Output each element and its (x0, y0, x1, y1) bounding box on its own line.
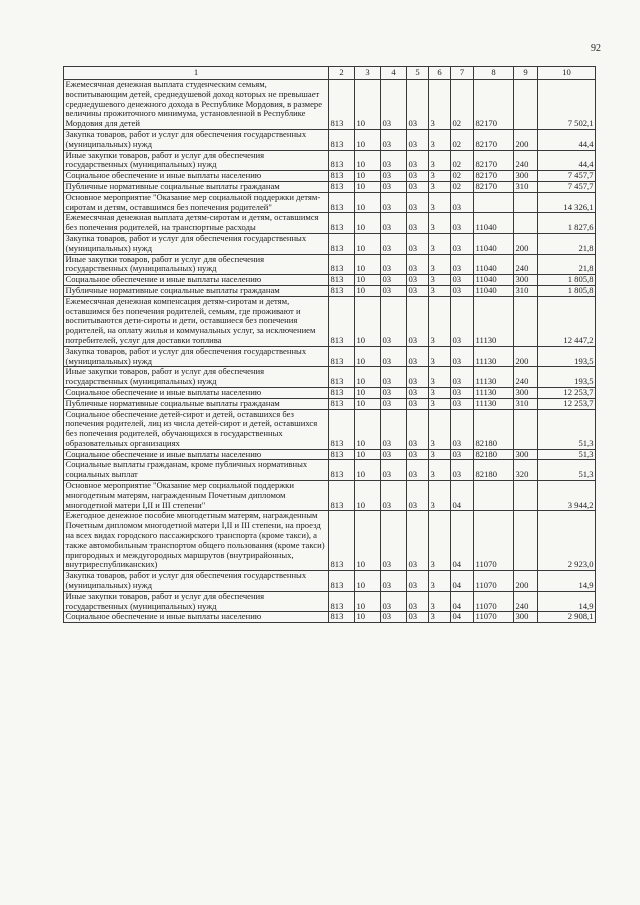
amount-value: 51,3 (538, 409, 596, 449)
col-3-value: 10 (355, 181, 381, 192)
row-name: Социальное обеспечение и иные выплаты населению (64, 171, 329, 182)
budget-table (63, 66, 596, 623)
col-2-value: 813 (329, 398, 355, 409)
table-row (64, 181, 596, 192)
header-cell: 8 (474, 67, 514, 80)
row-name: Публичные нормативные социальные выплаты гражданам (64, 398, 329, 409)
table-row (64, 254, 596, 275)
col-2-value: 813 (329, 296, 355, 346)
col-3-value: 10 (355, 367, 381, 388)
col-9-value: 200 (514, 346, 538, 367)
col-7-value: 03 (451, 367, 474, 388)
col-5-value: 03 (407, 387, 429, 398)
col-2-value: 813 (329, 254, 355, 275)
col-4-value: 03 (381, 612, 407, 623)
col-3-value: 10 (355, 233, 381, 254)
col-3-value: 10 (355, 409, 381, 449)
col-6-value: 3 (429, 129, 451, 150)
amount-value: 44,4 (538, 129, 596, 150)
table-row (64, 387, 596, 398)
col-8-value: 82170 (474, 171, 514, 182)
table-row (64, 346, 596, 367)
col-7-value: 03 (451, 387, 474, 398)
col-8-value (474, 481, 514, 511)
row-name: Основное мероприятие "Оказание мер социальной поддержки детям-сиротам и детям, оставшимся без попечения родителей" (64, 192, 329, 213)
col-6-value: 3 (429, 409, 451, 449)
col-8-value (474, 192, 514, 213)
amount-value: 3 944,2 (538, 481, 596, 511)
table-row (64, 612, 596, 623)
row-name: Основное мероприятие "Оказание мер социальной поддержки многодетным матерям, награжденным Почетным дипломом многодетной матери I,II и III степени" (64, 481, 329, 511)
header-cell: 6 (429, 67, 451, 80)
row-name: Социальное обеспечение и иные выплаты населению (64, 275, 329, 286)
col-2-value: 813 (329, 233, 355, 254)
col-2-value: 813 (329, 150, 355, 171)
col-6-value: 3 (429, 612, 451, 623)
col-6-value: 3 (429, 511, 451, 571)
col-6-value: 3 (429, 213, 451, 234)
col-5-value: 03 (407, 296, 429, 346)
col-8-value: 11070 (474, 612, 514, 623)
header-cell: 2 (329, 67, 355, 80)
col-6-value: 3 (429, 367, 451, 388)
col-8-value: 11040 (474, 285, 514, 296)
col-5-value: 03 (407, 129, 429, 150)
col-3-value: 10 (355, 254, 381, 275)
col-5-value: 03 (407, 254, 429, 275)
col-5-value: 03 (407, 346, 429, 367)
col-8-value: 11040 (474, 233, 514, 254)
amount-value: 1 805,8 (538, 285, 596, 296)
col-7-value: 03 (451, 254, 474, 275)
col-7-value: 04 (451, 481, 474, 511)
col-5-value: 03 (407, 285, 429, 296)
col-7-value: 04 (451, 511, 474, 571)
col-5-value: 03 (407, 449, 429, 460)
col-9-value: 300 (514, 387, 538, 398)
table-header-row (64, 67, 596, 80)
col-2-value: 813 (329, 511, 355, 571)
page-number: 92 (591, 43, 601, 54)
col-2-value: 813 (329, 449, 355, 460)
col-3-value: 10 (355, 511, 381, 571)
row-name: Иные закупки товаров, работ и услуг для обеспечения государственных (муниципальных) нужд (64, 591, 329, 612)
col-5-value: 03 (407, 409, 429, 449)
col-8-value: 11070 (474, 571, 514, 592)
col-5-value: 03 (407, 233, 429, 254)
header-cell: 9 (514, 67, 538, 80)
amount-value: 1 827,6 (538, 213, 596, 234)
col-6-value: 3 (429, 150, 451, 171)
col-3-value: 10 (355, 398, 381, 409)
col-4-value: 03 (381, 367, 407, 388)
col-9-value: 310 (514, 181, 538, 192)
col-5-value: 03 (407, 171, 429, 182)
col-3-value: 10 (355, 346, 381, 367)
table-row (64, 129, 596, 150)
col-2-value: 813 (329, 409, 355, 449)
col-6-value: 3 (429, 571, 451, 592)
table-row (64, 409, 596, 449)
col-3-value: 10 (355, 481, 381, 511)
col-9-value: 200 (514, 129, 538, 150)
col-2-value: 813 (329, 171, 355, 182)
col-4-value: 03 (381, 449, 407, 460)
col-7-value: 03 (451, 285, 474, 296)
table-row (64, 233, 596, 254)
amount-value: 7 502,1 (538, 80, 596, 130)
col-5-value: 03 (407, 481, 429, 511)
col-8-value: 82180 (474, 460, 514, 481)
col-5-value: 03 (407, 181, 429, 192)
col-2-value: 813 (329, 460, 355, 481)
col-8-value: 82170 (474, 129, 514, 150)
table-row (64, 275, 596, 286)
header-cell: 3 (355, 67, 381, 80)
col-7-value: 03 (451, 275, 474, 286)
col-4-value: 03 (381, 80, 407, 130)
table-row (64, 398, 596, 409)
row-name: Ежемесячная денежная выплата детям-сиротам и детям, оставшимся без попечения родителей, на транспортные расходы (64, 213, 329, 234)
col-6-value: 3 (429, 387, 451, 398)
amount-value: 14 326,1 (538, 192, 596, 213)
col-4-value: 03 (381, 387, 407, 398)
col-5-value: 03 (407, 192, 429, 213)
amount-value: 14,9 (538, 591, 596, 612)
col-8-value: 82180 (474, 449, 514, 460)
col-9-value: 300 (514, 449, 538, 460)
col-9-value: 200 (514, 233, 538, 254)
col-6-value: 3 (429, 449, 451, 460)
col-4-value: 03 (381, 129, 407, 150)
col-2-value: 813 (329, 571, 355, 592)
col-2-value: 813 (329, 591, 355, 612)
col-8-value: 11130 (474, 398, 514, 409)
col-3-value: 10 (355, 591, 381, 612)
col-5-value: 03 (407, 213, 429, 234)
col-4-value: 03 (381, 460, 407, 481)
col-2-value: 813 (329, 213, 355, 234)
row-name: Закупка товаров, работ и услуг для обеспечения государственных (муниципальных) нужд (64, 233, 329, 254)
col-6-value: 3 (429, 296, 451, 346)
col-5-value: 03 (407, 367, 429, 388)
col-5-value: 03 (407, 150, 429, 171)
col-7-value: 03 (451, 460, 474, 481)
col-8-value: 11040 (474, 213, 514, 234)
table-row (64, 591, 596, 612)
col-6-value: 3 (429, 275, 451, 286)
col-9-value: 240 (514, 591, 538, 612)
col-6-value: 3 (429, 398, 451, 409)
col-2-value: 813 (329, 192, 355, 213)
col-7-value: 03 (451, 398, 474, 409)
amount-value: 51,3 (538, 449, 596, 460)
amount-value: 7 457,7 (538, 181, 596, 192)
row-name: Иные закупки товаров, работ и услуг для обеспечения государственных (муниципальных) нужд (64, 367, 329, 388)
table-row (64, 449, 596, 460)
col-4-value: 03 (381, 233, 407, 254)
header-cell: 4 (381, 67, 407, 80)
row-name: Социальное обеспечение и иные выплаты населению (64, 449, 329, 460)
table-row (64, 213, 596, 234)
col-7-value: 02 (451, 129, 474, 150)
col-4-value: 03 (381, 296, 407, 346)
col-8-value: 11130 (474, 387, 514, 398)
col-7-value: 02 (451, 171, 474, 182)
amount-value: 193,5 (538, 346, 596, 367)
col-2-value: 813 (329, 129, 355, 150)
row-name: Социальные выплаты гражданам, кроме публичных нормативных социальных выплат (64, 460, 329, 481)
row-name: Публичные нормативные социальные выплаты гражданам (64, 285, 329, 296)
col-9-value (514, 481, 538, 511)
row-name: Иные закупки товаров, работ и услуг для обеспечения государственных (муниципальных) нужд (64, 150, 329, 171)
amount-value: 1 805,8 (538, 275, 596, 286)
col-2-value: 813 (329, 181, 355, 192)
amount-value: 12 253,7 (538, 398, 596, 409)
col-4-value: 03 (381, 409, 407, 449)
col-2-value: 813 (329, 285, 355, 296)
col-9-value: 240 (514, 367, 538, 388)
table-row (64, 481, 596, 511)
col-8-value: 82170 (474, 150, 514, 171)
row-name: Социальное обеспечение детей-сирот и детей, оставшихся без попечения родителей, лиц из числа детей-сирот и детей, оставшихся без попечения родителей, обучающихся в государственных образовательных организациях (64, 409, 329, 449)
row-name: Иные закупки товаров, работ и услуг для обеспечения государственных (муниципальных) нужд (64, 254, 329, 275)
col-8-value: 11070 (474, 511, 514, 571)
col-9-value (514, 409, 538, 449)
row-name: Ежегодное денежное пособие многодетным матерям, награжденным Почетным дипломом многодетной матери I,II и III степени, на проезд на всех видах городского пассажирского транспорта (кроме такси), а также автомобильным транспортом общего пользования (кроме такси) пригородных и междугородных маршрутов (внутрирайонных, внутриреспубликанских) (64, 511, 329, 571)
col-7-value: 03 (451, 192, 474, 213)
table-row (64, 296, 596, 346)
col-8-value: 82170 (474, 80, 514, 130)
table-body (64, 80, 596, 623)
table-row (64, 460, 596, 481)
row-name: Закупка товаров, работ и услуг для обеспечения государственных (муниципальных) нужд (64, 346, 329, 367)
col-4-value: 03 (381, 181, 407, 192)
col-7-value: 03 (451, 346, 474, 367)
col-3-value: 10 (355, 275, 381, 286)
amount-value: 193,5 (538, 367, 596, 388)
col-3-value: 10 (355, 460, 381, 481)
col-9-value (514, 511, 538, 571)
col-9-value: 310 (514, 285, 538, 296)
col-8-value: 11070 (474, 591, 514, 612)
table-row (64, 192, 596, 213)
table-row (64, 367, 596, 388)
col-3-value: 10 (355, 80, 381, 130)
col-4-value: 03 (381, 150, 407, 171)
col-6-value: 3 (429, 171, 451, 182)
amount-value: 2 923,0 (538, 511, 596, 571)
col-3-value: 10 (355, 387, 381, 398)
col-4-value: 03 (381, 481, 407, 511)
col-7-value: 04 (451, 612, 474, 623)
col-2-value: 813 (329, 387, 355, 398)
col-4-value: 03 (381, 213, 407, 234)
col-5-value: 03 (407, 612, 429, 623)
col-2-value: 813 (329, 481, 355, 511)
col-4-value: 03 (381, 254, 407, 275)
row-name: Социальное обеспечение и иные выплаты населению (64, 612, 329, 623)
col-9-value: 300 (514, 275, 538, 286)
header-cell: 1 (64, 67, 329, 80)
table-row (64, 571, 596, 592)
col-5-value: 03 (407, 275, 429, 286)
col-9-value (514, 192, 538, 213)
col-8-value: 11130 (474, 296, 514, 346)
col-3-value: 10 (355, 449, 381, 460)
col-3-value: 10 (355, 571, 381, 592)
col-2-value: 813 (329, 346, 355, 367)
col-4-value: 03 (381, 511, 407, 571)
row-name: Публичные нормативные социальные выплаты гражданам (64, 181, 329, 192)
col-9-value: 240 (514, 254, 538, 275)
row-name: Закупка товаров, работ и услуг для обеспечения государственных (муниципальных) нужд (64, 129, 329, 150)
col-6-value: 3 (429, 460, 451, 481)
col-8-value: 82170 (474, 181, 514, 192)
amount-value: 2 908,1 (538, 612, 596, 623)
col-6-value: 3 (429, 285, 451, 296)
col-2-value: 813 (329, 275, 355, 286)
row-name: Закупка товаров, работ и услуг для обеспечения государственных (муниципальных) нужд (64, 571, 329, 592)
col-8-value: 11130 (474, 367, 514, 388)
col-4-value: 03 (381, 285, 407, 296)
table-row (64, 150, 596, 171)
amount-value: 12 447,2 (538, 296, 596, 346)
row-name: Социальное обеспечение и иные выплаты населению (64, 387, 329, 398)
col-7-value: 03 (451, 296, 474, 346)
col-3-value: 10 (355, 612, 381, 623)
table-row (64, 171, 596, 182)
header-cell: 10 (538, 67, 596, 80)
row-name: Ежемесячная денежная выплата студенческим семьям, воспитывающим детей, среднедушевой доход которых не превышает среднедушевого денежного дохода в Республике Мордовия, в размере величины прожиточного минимума, установленной в Республике Мордовия для детей (64, 80, 329, 130)
table-row (64, 80, 596, 130)
col-6-value: 3 (429, 254, 451, 275)
col-6-value: 3 (429, 591, 451, 612)
col-5-value: 03 (407, 571, 429, 592)
col-9-value: 320 (514, 460, 538, 481)
col-7-value: 04 (451, 591, 474, 612)
col-9-value: 300 (514, 612, 538, 623)
col-5-value: 03 (407, 398, 429, 409)
col-9-value: 240 (514, 150, 538, 171)
col-4-value: 03 (381, 571, 407, 592)
col-8-value: 82180 (474, 409, 514, 449)
amount-value: 21,8 (538, 254, 596, 275)
col-9-value (514, 213, 538, 234)
col-3-value: 10 (355, 192, 381, 213)
col-3-value: 10 (355, 150, 381, 171)
col-7-value: 04 (451, 571, 474, 592)
amount-value: 21,8 (538, 233, 596, 254)
col-7-value: 02 (451, 150, 474, 171)
col-5-value: 03 (407, 511, 429, 571)
col-3-value: 10 (355, 213, 381, 234)
col-5-value: 03 (407, 460, 429, 481)
col-4-value: 03 (381, 275, 407, 286)
col-7-value: 03 (451, 233, 474, 254)
col-9-value (514, 80, 538, 130)
col-8-value: 11040 (474, 275, 514, 286)
amount-value: 7 457,7 (538, 171, 596, 182)
col-8-value: 11130 (474, 346, 514, 367)
col-8-value: 11040 (474, 254, 514, 275)
table-row (64, 285, 596, 296)
col-4-value: 03 (381, 346, 407, 367)
amount-value: 44,4 (538, 150, 596, 171)
col-7-value: 02 (451, 80, 474, 130)
col-9-value (514, 296, 538, 346)
table-row (64, 511, 596, 571)
col-9-value: 300 (514, 171, 538, 182)
col-2-value: 813 (329, 80, 355, 130)
col-7-value: 02 (451, 181, 474, 192)
col-2-value: 813 (329, 367, 355, 388)
col-3-value: 10 (355, 285, 381, 296)
col-4-value: 03 (381, 591, 407, 612)
col-6-value: 3 (429, 181, 451, 192)
col-4-value: 03 (381, 192, 407, 213)
col-5-value: 03 (407, 591, 429, 612)
amount-value: 51,3 (538, 460, 596, 481)
row-name: Ежемесячная денежная компенсация детям-сиротам и детям, оставшимся без попечения родителей, семьям, где проживают и воспитываются дети-сироты и дети, оставшиеся без попечения родителей, на оплату жилья и коммунальных услуг, за исключением потребителей, услуг для доставки топлива (64, 296, 329, 346)
col-2-value: 813 (329, 612, 355, 623)
col-6-value: 3 (429, 346, 451, 367)
col-9-value: 200 (514, 571, 538, 592)
col-6-value: 3 (429, 233, 451, 254)
col-5-value: 03 (407, 80, 429, 130)
amount-value: 12 253,7 (538, 387, 596, 398)
col-7-value: 03 (451, 409, 474, 449)
col-3-value: 10 (355, 129, 381, 150)
col-3-value: 10 (355, 296, 381, 346)
header-cell: 5 (407, 67, 429, 80)
col-7-value: 03 (451, 213, 474, 234)
col-9-value: 310 (514, 398, 538, 409)
col-4-value: 03 (381, 398, 407, 409)
col-6-value: 3 (429, 481, 451, 511)
header-cell: 7 (451, 67, 474, 80)
col-6-value: 3 (429, 80, 451, 130)
col-6-value: 3 (429, 192, 451, 213)
col-3-value: 10 (355, 171, 381, 182)
col-4-value: 03 (381, 171, 407, 182)
col-7-value: 03 (451, 449, 474, 460)
amount-value: 14,9 (538, 571, 596, 592)
